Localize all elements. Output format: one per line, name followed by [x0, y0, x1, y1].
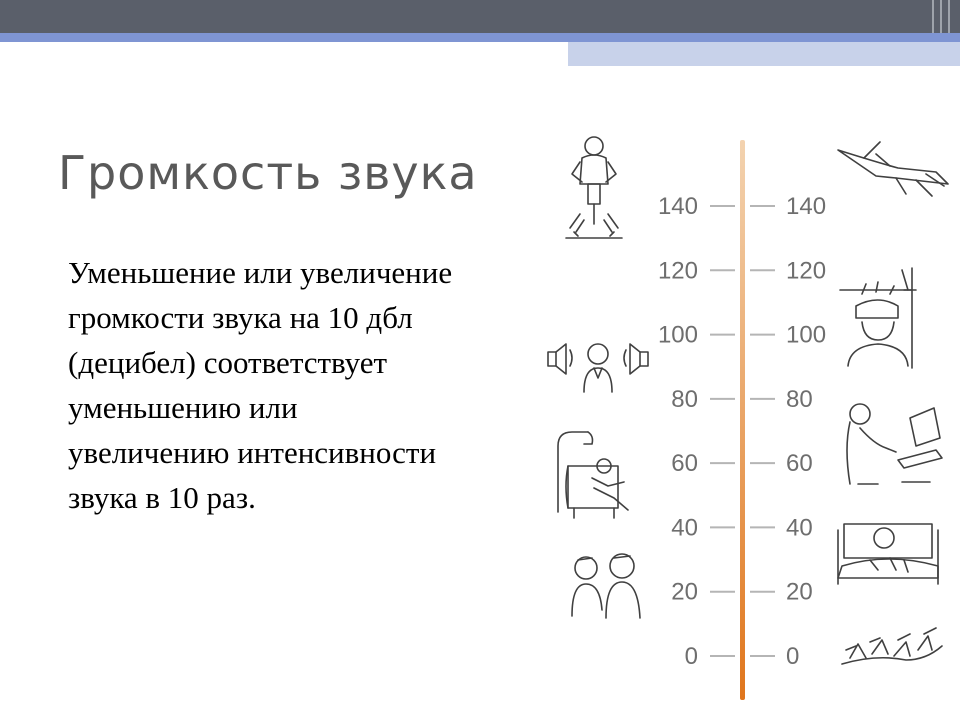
slide-top-bar [0, 0, 960, 33]
body-line: уменьшению или [68, 390, 298, 425]
slide-accent-block [568, 42, 960, 66]
person-at-computer-icon [847, 404, 942, 484]
body-text [68, 250, 538, 520]
rustling-leaves-icon [842, 628, 942, 664]
scale-label-left: 140 [657, 193, 698, 220]
body-line: громкости звука на 10 дбл [68, 300, 413, 335]
scale-label-right: 120 [786, 257, 827, 285]
scale-label-right: 80 [786, 385, 813, 413]
slide-title: Громкость звука [58, 146, 478, 200]
scale-label-left: 40 [671, 514, 698, 542]
construction-worker-crane-icon [840, 268, 916, 368]
scale-label-left: 80 [671, 385, 698, 413]
scale-label-right: 20 [786, 578, 813, 606]
scale-label-left: 100 [657, 321, 698, 349]
body-line: (децибел) соответствует [68, 345, 388, 380]
scale-label-right: 100 [786, 321, 827, 349]
scale-label-right: 60 [786, 450, 813, 478]
scale-label-left: 0 [684, 643, 698, 670]
body-line: звука в 10 раз. [68, 480, 256, 515]
scale-label-left: 60 [671, 450, 698, 478]
slide-accent-line [0, 33, 960, 42]
jackhammer-worker-icon [566, 137, 622, 238]
top-bar-stripe [948, 0, 950, 33]
scale-label-left: 120 [657, 257, 698, 285]
scale-label-right: 40 [786, 514, 813, 542]
two-people-talking-icon [572, 554, 640, 618]
body-line: увеличению интенсивности [68, 435, 437, 470]
top-bar-stripe [932, 0, 934, 33]
decibel-scale [540, 128, 960, 708]
jet-airplane-icon [838, 142, 948, 196]
scale-label-left: 20 [671, 578, 698, 606]
scale-bar [740, 140, 745, 700]
person-reading-in-armchair-icon [558, 432, 628, 518]
person-between-speakers-icon [548, 344, 648, 392]
person-sleeping-in-bed-icon [838, 524, 938, 584]
scale-label-right: 0 [786, 643, 800, 670]
top-bar-stripe [940, 0, 942, 33]
body-line: Уменьшение или увеличение [68, 255, 453, 290]
scale-label-right: 140 [786, 193, 827, 220]
